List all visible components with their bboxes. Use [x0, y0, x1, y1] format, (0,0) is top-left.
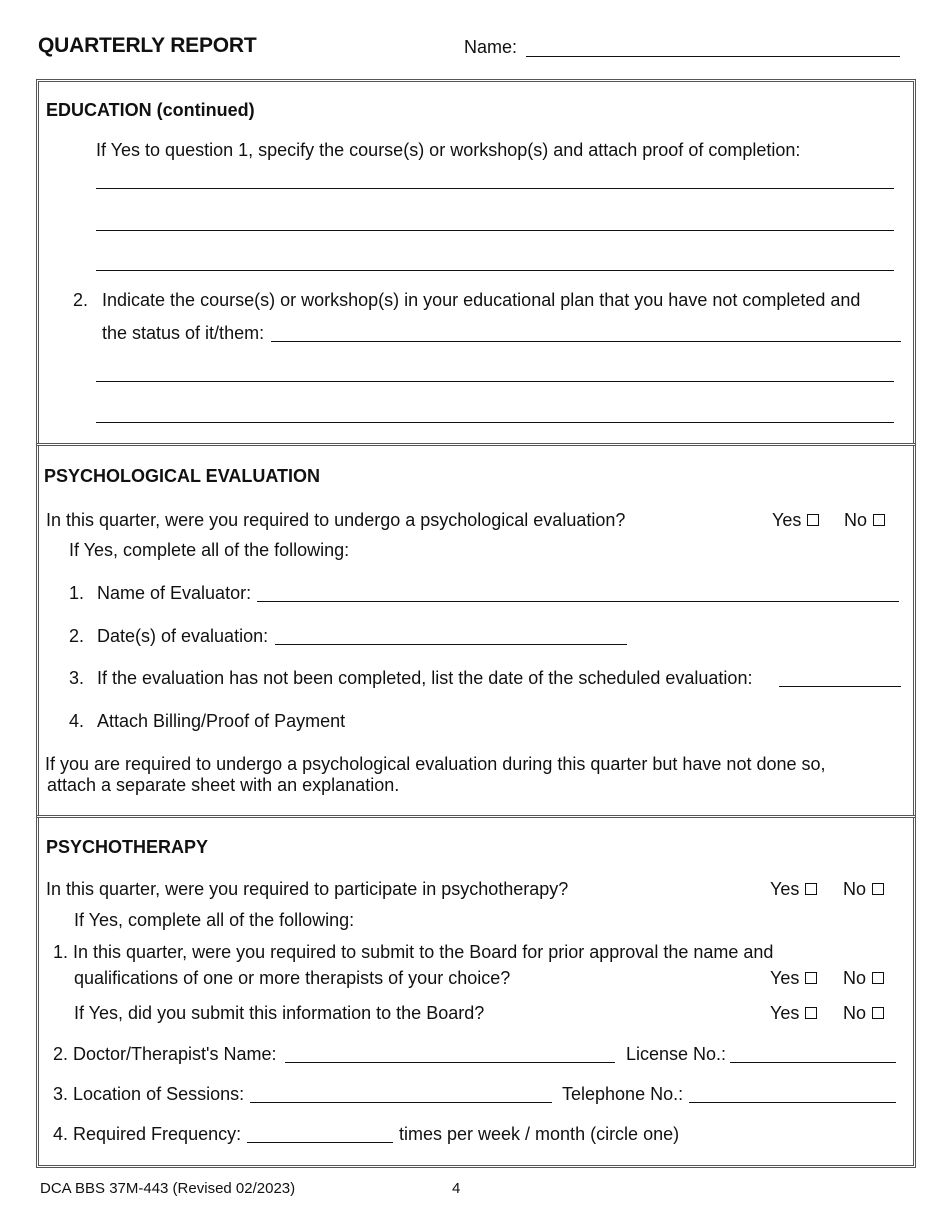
no-label: No — [843, 968, 867, 988]
license-number-label: License No.: — [626, 1044, 727, 1064]
psychotherapy-item1-sub: If Yes, did you submit this information to the Board? — [74, 1003, 485, 1023]
submitted-no-option[interactable] — [843, 1003, 884, 1024]
required-frequency-suffix: times per week / month (circle one) — [399, 1124, 680, 1144]
psychotherapy-section — [36, 815, 916, 1168]
psychotherapy-no-option[interactable] — [843, 879, 884, 900]
psych-eval-if-yes: If Yes, complete all of the following: — [69, 540, 350, 560]
therapist-name-field[interactable] — [285, 1062, 615, 1063]
no-checkbox[interactable] — [872, 1007, 884, 1019]
page-title: QUARTERLY REPORT — [38, 34, 257, 57]
education-q2-number: 2. — [73, 290, 89, 310]
evaluation-date-field[interactable] — [275, 644, 627, 645]
psych-eval-item-2-text: Date(s) of evaluation: — [97, 626, 269, 646]
no-checkbox[interactable] — [872, 972, 884, 984]
yes-label: Yes — [770, 879, 800, 899]
psych-eval-item-4-text: Attach Billing/Proof of Payment — [97, 711, 346, 731]
psychotherapy-question: In this quarter, were you required to participate in psychotherapy? — [46, 879, 569, 899]
yes-label: Yes — [770, 1003, 800, 1023]
session-location-field[interactable] — [250, 1102, 552, 1103]
education-q2-answer-line-1[interactable] — [96, 381, 894, 382]
education-q1-answer-line-1[interactable] — [96, 188, 894, 189]
education-q2-status-field[interactable] — [271, 341, 901, 342]
psych-eval-item-1-num: 1. — [69, 583, 85, 603]
psych-eval-item-2-num: 2. — [69, 626, 85, 646]
education-q2-line2: the status of it/them: — [102, 323, 265, 343]
license-number-field[interactable] — [730, 1062, 896, 1063]
psychotherapy-item1-line1: 1. In this quarter, were you required to submit to the Board for prior approval the name and — [53, 942, 774, 962]
psych-eval-yes-option[interactable] — [772, 510, 819, 531]
yes-label: Yes — [770, 968, 800, 988]
psych-eval-question: In this quarter, were you required to undergo a psychological evaluation? — [46, 510, 626, 530]
psych-eval-item-4-num: 4. — [69, 711, 85, 731]
education-q1-answer-line-2[interactable] — [96, 230, 894, 231]
psych-eval-no-option[interactable] — [844, 510, 885, 531]
telephone-field[interactable] — [689, 1102, 896, 1103]
yes-checkbox[interactable] — [807, 514, 819, 526]
education-heading: EDUCATION (continued) — [46, 100, 255, 120]
psych-eval-item-3-text: If the evaluation has not been completed, list the date of the scheduled evaluation: — [97, 668, 753, 688]
submitted-yes-option[interactable] — [770, 1003, 817, 1024]
education-q2-line1: Indicate the course(s) or workshop(s) in your educational plan that you have not completed and — [102, 290, 861, 310]
yes-checkbox[interactable] — [805, 972, 817, 984]
evaluator-name-field[interactable] — [257, 601, 899, 602]
prior-approval-yes-option[interactable] — [770, 968, 817, 989]
no-checkbox[interactable] — [873, 514, 885, 526]
psychotherapy-item1-line2: qualifications of one or more therapists of your choice? — [74, 968, 511, 988]
education-section — [36, 79, 916, 446]
no-label: No — [843, 879, 867, 899]
psych-eval-item-1-text: Name of Evaluator: — [97, 583, 252, 603]
no-label: No — [843, 1003, 867, 1023]
psych-eval-item-3-num: 3. — [69, 668, 85, 688]
session-location-label: 3. Location of Sessions: — [53, 1084, 245, 1104]
yes-label: Yes — [772, 510, 802, 530]
psychotherapy-yes-option[interactable] — [770, 879, 817, 900]
name-field[interactable] — [526, 56, 900, 57]
telephone-label: Telephone No.: — [562, 1084, 684, 1104]
psychotherapy-if-yes: If Yes, complete all of the following: — [74, 910, 355, 930]
psych-eval-heading: PSYCHOLOGICAL EVALUATION — [44, 466, 321, 486]
psych-eval-note-line2: attach a separate sheet with an explanation. — [47, 775, 400, 795]
therapist-name-label: 2. Doctor/Therapist's Name: — [53, 1044, 277, 1064]
psych-eval-section — [36, 443, 916, 818]
name-label: Name: — [464, 37, 518, 57]
form-id: DCA BBS 37M-443 (Revised 02/2023) — [40, 1180, 296, 1197]
education-q1-answer-line-3[interactable] — [96, 270, 894, 271]
required-frequency-label: 4. Required Frequency: — [53, 1124, 242, 1144]
prior-approval-no-option[interactable] — [843, 968, 884, 989]
page-number: 4 — [452, 1180, 461, 1197]
required-frequency-field[interactable] — [247, 1142, 393, 1143]
scheduled-evaluation-date-field[interactable] — [779, 686, 901, 687]
yes-checkbox[interactable] — [805, 883, 817, 895]
psych-eval-note-line1: If you are required to undergo a psychological evaluation during this quarter but have not done so, — [45, 754, 826, 774]
yes-checkbox[interactable] — [805, 1007, 817, 1019]
psychotherapy-heading: PSYCHOTHERAPY — [46, 837, 209, 857]
no-label: No — [844, 510, 868, 530]
education-q2-answer-line-2[interactable] — [96, 422, 894, 423]
no-checkbox[interactable] — [872, 883, 884, 895]
education-q1-instruction: If Yes to question 1, specify the course(s) or workshop(s) and attach proof of completion: — [96, 140, 801, 160]
